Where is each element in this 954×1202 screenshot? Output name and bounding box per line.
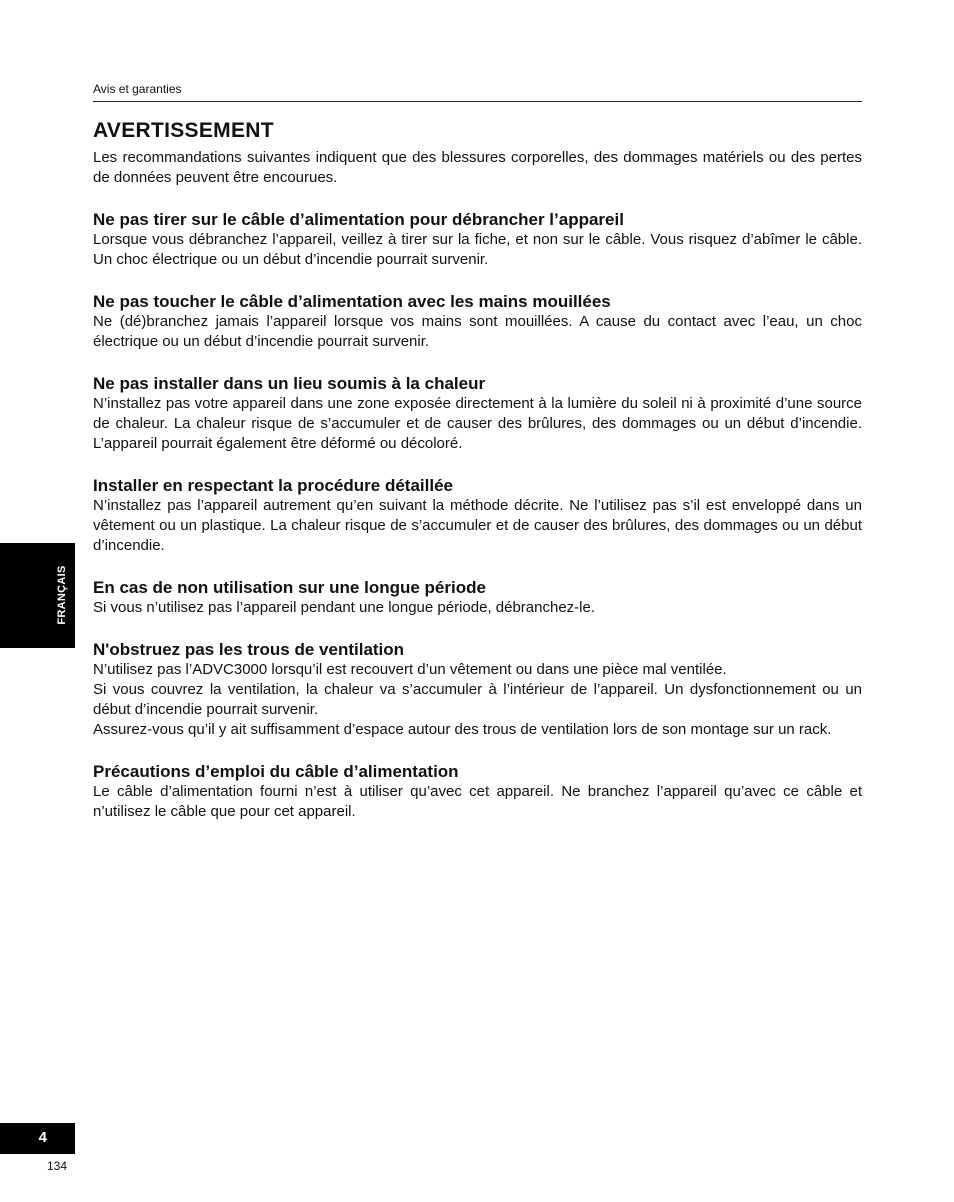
section-heat xyxy=(93,374,862,454)
section-installation xyxy=(93,476,862,556)
intro-paragraph: Les recommandations suivantes indiquent que des blessures corporelles, des dommages matériels ou des pertes de données peuvent être encourues. xyxy=(93,149,862,186)
header-text: Avis et garanties xyxy=(93,82,182,96)
section-paragraph: Si vous n’utilisez pas l’appareil pendant une longue période, débranchez-le. xyxy=(93,599,596,616)
section-long-period xyxy=(93,578,862,618)
section-power-cable xyxy=(93,762,862,822)
page-number: 134 xyxy=(47,1159,68,1173)
language-tab-label: FRANÇAIS xyxy=(56,565,68,625)
page-header xyxy=(93,80,862,102)
section-cable-pull xyxy=(93,210,862,270)
section-paragraph: N’installez pas votre appareil dans une zone exposée directement à la lumière du soleil ni à proximité d’une source de chaleur. La chaleur risque de s’accumuler et de causer des brûlures, des dommages ou un début d’incendie. L’appareil pourrait également être déformé ou décoloré. xyxy=(93,395,862,452)
section-paragraph: N’installez pas l’appareil autrement qu’en suivant la méthode décrite. Ne l’utilisez pas s’il est enveloppé dans un vêtement ou un plastique. La chaleur risque de s’accumuler et de causer des brûlures, des dommages ou un début d’incendie. xyxy=(93,497,862,554)
main-content xyxy=(93,118,862,822)
section-number-box xyxy=(0,1123,75,1154)
section-heading: En cas de non utilisation sur une longue période xyxy=(93,578,486,597)
section-paragraph: Si vous couvrez la ventilation, la chaleur va s’accumuler à l’intérieur de l’appareil. Un dysfonctionnement ou un début d’incendie pourrait survenir. xyxy=(93,681,862,718)
section-paragraph: Le câble d’alimentation fourni n’est à utiliser qu’avec cet appareil. Ne branchez l’appareil qu’avec ce câble et n’utilisez le câble que pour cet appareil. xyxy=(93,783,862,820)
section-paragraph: Assurez-vous qu’il y ait suffisamment d’espace autour des trous de ventilation lors de son montage sur un rack. xyxy=(93,721,832,738)
section-paragraph: Ne (dé)branchez jamais l’appareil lorsque vos mains sont mouillées. A cause du contact avec l’eau, un choc électrique ou un début d’incendie pourrait survenir. xyxy=(93,313,862,350)
page-title: AVERTISSEMENT xyxy=(93,119,274,142)
section-number: 4 xyxy=(38,1129,47,1146)
section-heading: Ne pas installer dans un lieu soumis à la chaleur xyxy=(93,374,486,393)
section-heading: Ne pas toucher le câble d’alimentation avec les mains mouillées xyxy=(93,292,611,311)
section-heading: Ne pas tirer sur le câble d’alimentation pour débrancher l’appareil xyxy=(93,210,624,229)
section-heading: Précautions d’emploi du câble d’alimentation xyxy=(93,762,459,781)
section-paragraph: Lorsque vous débranchez l’appareil, veillez à tirer sur la fiche, et non sur le câble. Vous risquez d’abîmer le câble. Un choc électrique ou un début d’incendie pourrait survenir. xyxy=(93,231,862,268)
section-heading: N'obstruez pas les trous de ventilation xyxy=(93,640,405,659)
section-paragraph: N’utilisez pas l’ADVC3000 lorsqu’il est recouvert d’un vêtement ou dans une pièce mal ventilée. xyxy=(93,661,727,678)
section-heading: Installer en respectant la procédure détaillée xyxy=(93,476,453,495)
section-wet-hands xyxy=(93,292,862,352)
section-ventilation xyxy=(93,640,862,740)
